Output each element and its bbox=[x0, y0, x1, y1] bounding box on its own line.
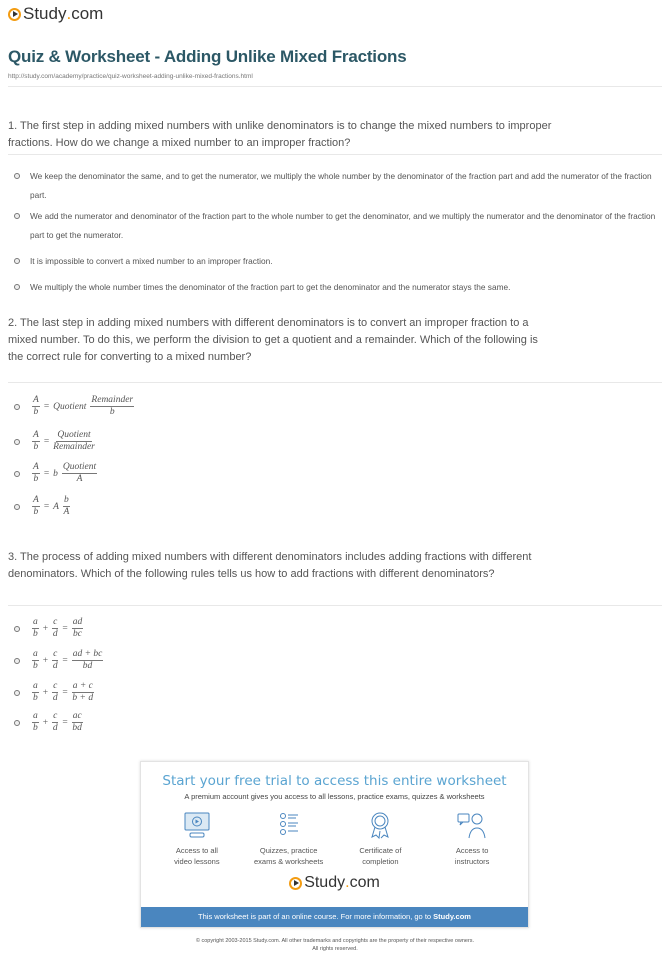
divider bbox=[8, 86, 662, 87]
numerator: a bbox=[33, 617, 38, 627]
fraction bbox=[32, 711, 39, 734]
numerator: c bbox=[53, 649, 58, 659]
numerator: A bbox=[33, 430, 39, 440]
play-icon bbox=[8, 8, 21, 21]
feature-label: exams & worksheets bbox=[254, 857, 324, 866]
numerator: a + c bbox=[72, 681, 93, 691]
answer-option[interactable] bbox=[14, 681, 96, 704]
numerator: ad + bc bbox=[72, 649, 103, 659]
radio-button[interactable] bbox=[14, 173, 20, 179]
fraction bbox=[72, 617, 84, 640]
numerator: c bbox=[53, 711, 58, 721]
studycom-link[interactable]: Study.com bbox=[433, 912, 471, 921]
denominator: b bbox=[33, 474, 39, 484]
answer-option[interactable] bbox=[14, 207, 664, 245]
feature-certificate bbox=[340, 811, 420, 867]
numerator: ac bbox=[72, 711, 82, 721]
video-lesson-icon bbox=[182, 811, 212, 839]
feature-label: Access to bbox=[455, 846, 489, 855]
studycom-logo[interactable] bbox=[8, 4, 103, 24]
radio-button[interactable] bbox=[14, 213, 20, 219]
logo-tld: com bbox=[71, 4, 104, 23]
fraction bbox=[52, 649, 58, 672]
divider bbox=[8, 154, 662, 155]
fraction bbox=[53, 430, 95, 453]
denominator: b bbox=[33, 442, 39, 452]
answer-option[interactable] bbox=[14, 278, 664, 297]
answer-option[interactable] bbox=[14, 711, 85, 734]
free-trial-promo bbox=[140, 761, 529, 928]
denominator: bd bbox=[82, 661, 93, 671]
denominator: d bbox=[52, 693, 58, 703]
fraction bbox=[63, 495, 70, 518]
fraction bbox=[32, 649, 39, 672]
question-3: 3. The process of adding mixed numbers with different denominators includes adding fractions with different denominators. Which of the following rules tells us how to add fractions with different denominators? bbox=[8, 551, 532, 580]
feature-label: completion bbox=[362, 857, 399, 866]
answer-option[interactable] bbox=[14, 462, 99, 485]
option-text: We multiply the whole number times the denominator of the fraction part to get the denominator and the numerator stays the same. bbox=[30, 282, 511, 292]
radio-button[interactable] bbox=[14, 720, 20, 726]
logo-dot: . bbox=[66, 4, 72, 23]
radio-button[interactable] bbox=[14, 439, 20, 445]
question-1: 1. The first step in adding mixed numbers with unlike denominators is to change the mixed numbers to improper fractions. How do we change a mixed number to an improper fraction? bbox=[8, 120, 552, 149]
certificate-icon bbox=[365, 811, 395, 839]
divider bbox=[8, 605, 662, 606]
promo-heading: Start your free trial to access this entire worksheet bbox=[162, 773, 507, 789]
denominator: A bbox=[76, 474, 83, 484]
math-operator: + bbox=[42, 623, 49, 634]
math-operator: = bbox=[62, 655, 68, 666]
math-operator: = bbox=[43, 468, 50, 479]
math-term: Quotient bbox=[53, 401, 87, 412]
math-operator: = bbox=[62, 623, 68, 634]
numerator: a bbox=[33, 649, 38, 659]
numerator: A bbox=[33, 462, 39, 472]
radio-button[interactable] bbox=[14, 258, 20, 264]
radio-button[interactable] bbox=[14, 284, 20, 290]
numerator: A bbox=[33, 495, 39, 505]
denominator: b bbox=[33, 661, 38, 671]
fraction bbox=[72, 681, 94, 704]
promo-subheading: A premium account gives you access to all lessons, practice exams, quizzes & worksheets bbox=[184, 792, 485, 801]
numerator: Quotient bbox=[57, 430, 91, 440]
rights-reserved: All rights reserved. bbox=[312, 946, 358, 952]
denominator: b + d bbox=[72, 693, 94, 703]
radio-button[interactable] bbox=[14, 471, 20, 477]
denominator: bc bbox=[72, 629, 82, 639]
math-operator: + bbox=[42, 687, 49, 698]
fraction bbox=[72, 711, 83, 734]
fraction bbox=[72, 649, 104, 672]
option-text: It is impossible to convert a mixed number to an improper fraction. bbox=[30, 256, 273, 266]
fraction bbox=[62, 462, 97, 485]
feature-video-lessons bbox=[157, 811, 237, 867]
math-operator: = bbox=[43, 401, 50, 412]
math-operator: + bbox=[42, 717, 49, 728]
numerator: Quotient bbox=[62, 462, 97, 472]
feature-label: Certificate of bbox=[359, 846, 402, 855]
denominator: Remainder bbox=[53, 442, 95, 452]
fraction bbox=[52, 617, 58, 640]
feature-label: instructors bbox=[454, 857, 490, 866]
denominator: b bbox=[33, 723, 38, 733]
fraction bbox=[90, 395, 134, 418]
answer-option[interactable] bbox=[14, 495, 72, 518]
logo-tld: com bbox=[349, 874, 380, 891]
denominator: A bbox=[63, 507, 70, 517]
denominator: b bbox=[33, 629, 38, 639]
answer-option[interactable] bbox=[14, 167, 664, 205]
denominator: b bbox=[33, 507, 39, 517]
course-info-bar bbox=[141, 907, 528, 927]
fraction bbox=[52, 681, 58, 704]
answer-option[interactable] bbox=[14, 395, 136, 418]
copyright: © copyright 2003-2015 Study.com. All other trademarks and copyrights are the property of their respective owners. bbox=[195, 938, 475, 944]
feature-label: video lessons bbox=[174, 857, 220, 866]
math-operator: = bbox=[43, 501, 50, 512]
page-title: Quiz & Worksheet - Adding Unlike Mixed Fractions bbox=[8, 47, 407, 66]
logo-text: Study bbox=[23, 4, 67, 23]
math-term: A bbox=[53, 501, 59, 512]
answer-option[interactable] bbox=[14, 252, 664, 271]
math-operator: = bbox=[62, 717, 68, 728]
feature-label: Access to all bbox=[175, 846, 218, 855]
denominator: b bbox=[109, 407, 115, 417]
numerator: a bbox=[33, 711, 38, 721]
fraction bbox=[32, 395, 40, 418]
fraction bbox=[32, 495, 40, 518]
radio-button[interactable] bbox=[14, 658, 20, 664]
numerator: ad bbox=[72, 617, 83, 627]
denominator: d bbox=[52, 723, 58, 733]
play-icon bbox=[289, 877, 302, 890]
answer-option[interactable] bbox=[14, 430, 97, 453]
denominator: d bbox=[52, 629, 58, 639]
radio-button[interactable] bbox=[14, 626, 20, 632]
logo-dot: . bbox=[345, 874, 350, 891]
radio-button[interactable] bbox=[14, 690, 20, 696]
feature-label: Quizzes, practice bbox=[259, 846, 318, 855]
numerator: A bbox=[33, 395, 39, 405]
promo-studycom-logo[interactable] bbox=[141, 874, 528, 892]
option-text: We keep the denominator the same, and to get the numerator, we multiply the whole number by the denominator of the fraction part and add the numerator of the fraction part. bbox=[30, 171, 652, 200]
fraction bbox=[52, 711, 58, 734]
denominator: bd bbox=[72, 723, 82, 733]
fraction bbox=[32, 430, 40, 453]
math-operator: = bbox=[62, 687, 68, 698]
answer-option[interactable] bbox=[14, 649, 105, 672]
question-2: 2. The last step in adding mixed numbers with different denominators is to convert an improper fraction to a mixed number. To do this, we perform the division to get a quotient and a remainder. Which of the following is the correct rule for converting to a mixed number? bbox=[8, 317, 538, 363]
denominator: b bbox=[33, 693, 38, 703]
fraction bbox=[32, 681, 39, 704]
math-operator: = bbox=[43, 436, 50, 447]
numerator: a bbox=[33, 681, 38, 691]
fraction bbox=[32, 617, 39, 640]
numerator: c bbox=[53, 617, 58, 627]
math-operator: + bbox=[42, 655, 49, 666]
numerator: b bbox=[63, 495, 69, 505]
fraction bbox=[32, 462, 40, 485]
numerator: c bbox=[53, 681, 58, 691]
denominator: d bbox=[52, 661, 58, 671]
answer-option[interactable] bbox=[14, 617, 85, 640]
logo-text: Study bbox=[304, 874, 346, 891]
feature-quizzes bbox=[249, 811, 329, 867]
page-url: http://study.com/academy/practice/quiz-worksheet-adding-unlike-mixed-fractions.html bbox=[8, 73, 253, 80]
radio-button[interactable] bbox=[14, 404, 20, 410]
feature-instructors bbox=[432, 811, 512, 867]
instructor-icon bbox=[457, 811, 487, 839]
divider bbox=[8, 382, 662, 383]
option-text: We add the numerator and denominator of the fraction part to the whole number to get the denominator, and we multiply the numerator and the denominator of the fraction part to get the numerator. bbox=[30, 211, 656, 240]
numerator: Remainder bbox=[91, 395, 134, 405]
bar-text: This worksheet is part of an online course. For more information, go to bbox=[198, 912, 434, 921]
math-term: b bbox=[53, 468, 58, 479]
denominator: b bbox=[33, 407, 39, 417]
quiz-list-icon bbox=[274, 811, 304, 839]
radio-button[interactable] bbox=[14, 504, 20, 510]
